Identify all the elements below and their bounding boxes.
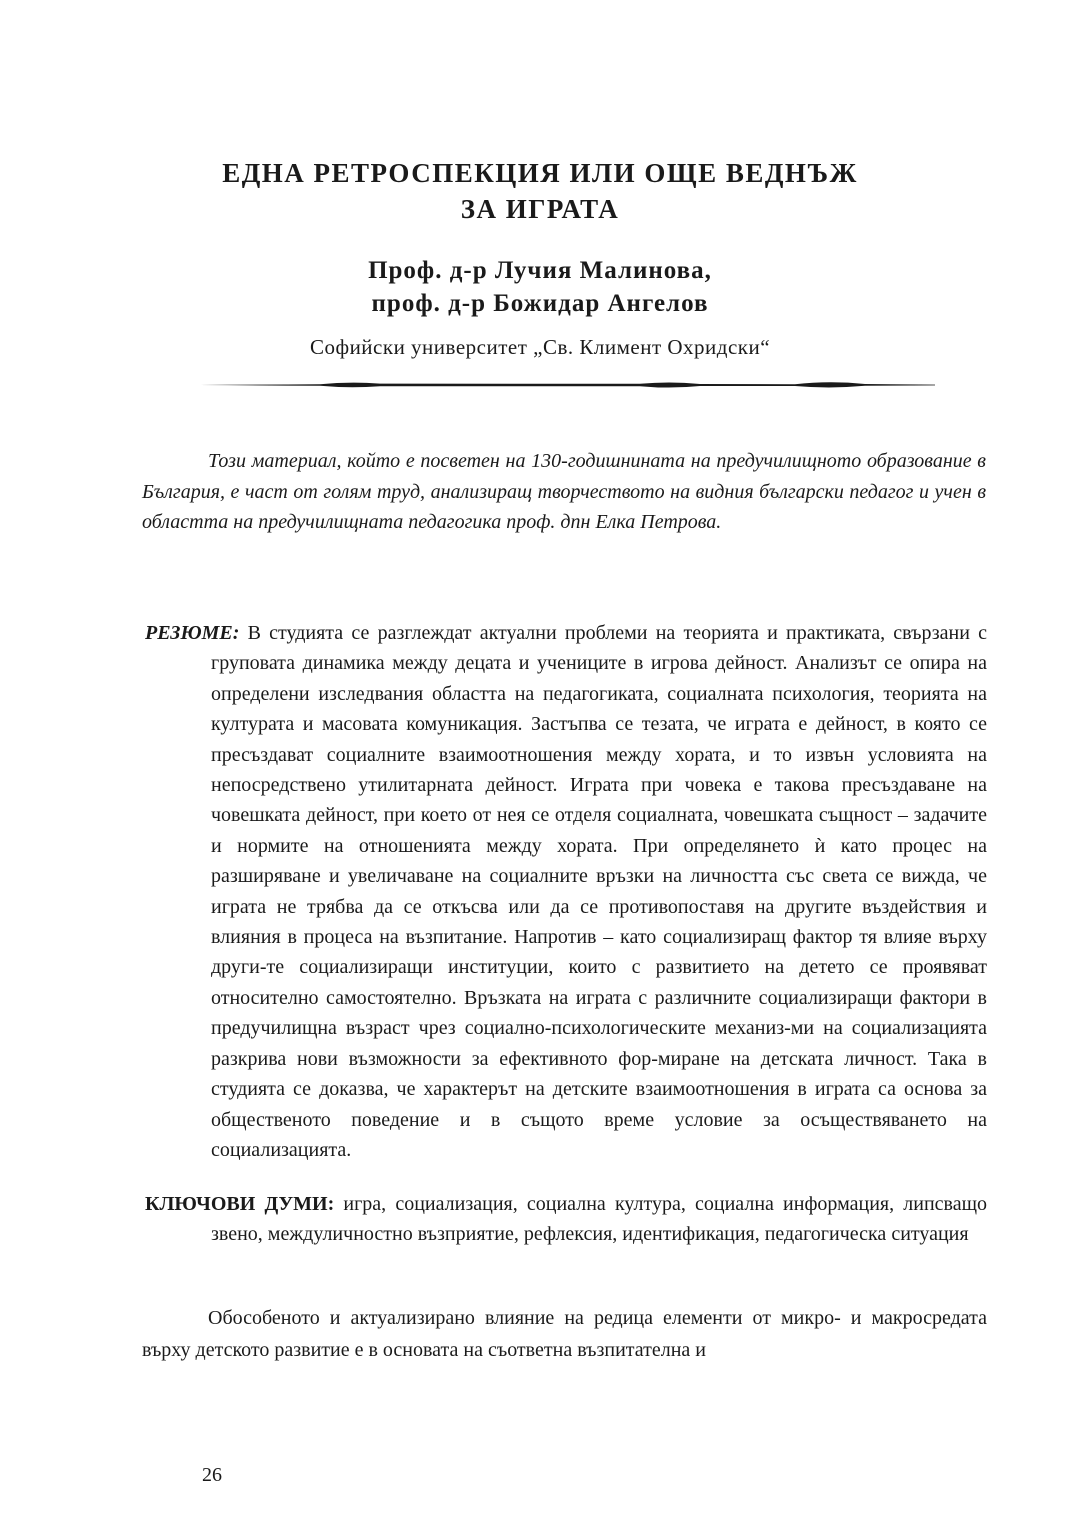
author-line-1: Проф. д-р Лучия Малинова, (368, 257, 712, 284)
summary-block (145, 618, 987, 1165)
body-text (142, 1302, 987, 1366)
body-paragraph: Обособеното и актуализирано влияние на редица елементи от микро- и макросредата върху детското развитие е в основата на съответна възпитателна и (142, 1307, 987, 1361)
keywords-text: игра, социализация, социална култура, социална информация, липсващо звено, междуличностно възприятие, рефлексия, идентификация, педагогическа ситуация (211, 1193, 987, 1246)
summary-label: РЕЗЮМЕ: (145, 622, 240, 644)
paper-title (0, 155, 1080, 227)
decorative-rule (200, 378, 935, 392)
keywords-label: КЛЮЧОВИ ДУМИ: (145, 1193, 335, 1215)
summary-text: В студията се разглеждат актуални проблеми на теорията и практиката, свързани с груповата динамика между децата и учениците в игрова дейност. Анализът се опира на определени изследвания областта на педагогиката, социалната психология, теорията на културата и масовата комуникация. Застъпва се тезата, че играта е дейност, в която се пресъздават социалните взаимоотношения между хората, и то извън условията на непосредствено утилитарната дейност. Играта при човека е такова пресъздаване на човешката дейност, при което от нея се отделя социалната, човешката същност – задачите и нормите на отношенията между хората. При определянето ѝ като процес на разширяване и увеличаване на социалните връзки на личността със света се вижда, че играта не трябва да се откъсва или да се противопоставя на другите въздействия и влияния в процеса на възпитание. Напротив – като социализиращ фактор тя влияе върху други-те социализиращи институции, които с развитието на детето се проявяват относително самостоятелно. Връзката на играта с различните социализиращи фактори в предучилищна възраст чрез социално-психологическите механиз-ми на социализацията разкрива нови възможности за ефективното фор-миране на детската личност. Така в студията се доказва, че характерът на детските взаимоотношения в играта са основа за общественото поведение и в същото време условие за осъществяването на социализацията. (211, 622, 987, 1161)
author-line-2: проф. д-р Божидар Ангелов (371, 290, 709, 317)
affiliation: Софийски университет „Св. Климент Охридски“ (309, 335, 771, 359)
authors (0, 254, 1080, 320)
keywords-block (145, 1189, 987, 1250)
page-number: 26 (202, 1464, 222, 1486)
dedication-text: Този материал, който е посветен на 130-годишнината на предучилищното образование в България, е част от голям труд, анализиращ творчеството на видния български педагог и учен в областта на предучилищната педагогика проф. дпн Елка Петрова. (142, 450, 986, 533)
title-line-2: ЗА ИГРАТА (460, 194, 620, 224)
title-line-1: ЕДНА РЕТРОСПЕКЦИЯ ИЛИ ОЩЕ ВЕДНЪЖ (222, 158, 858, 188)
dedication-note (142, 446, 986, 538)
